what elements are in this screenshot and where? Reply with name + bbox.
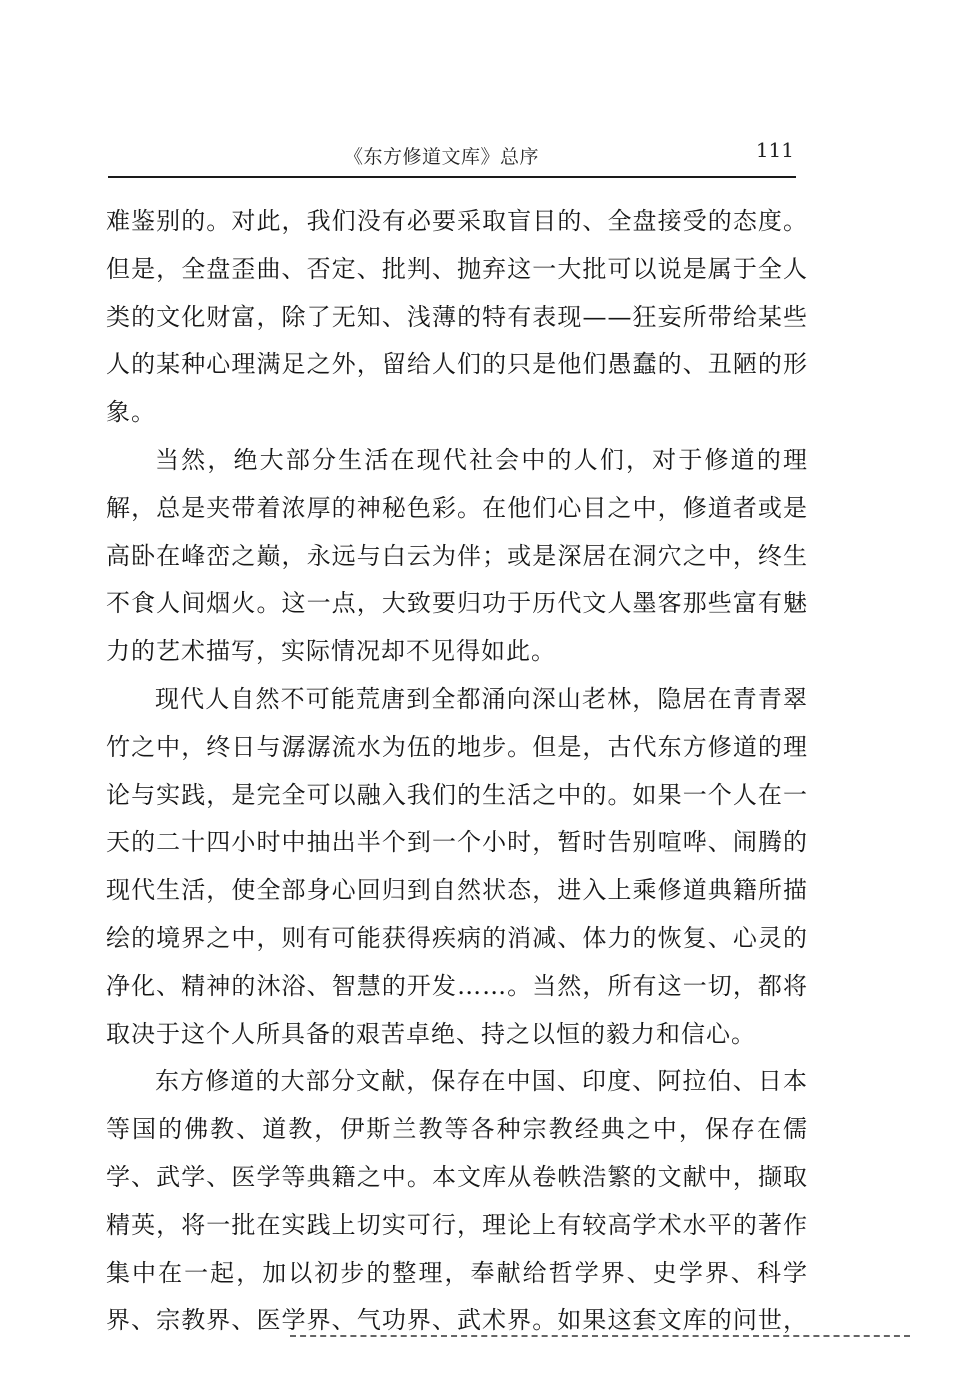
text-line: 界、宗教界、医学界、气功界、武术界。如果这套文库的问世，	[106, 1306, 808, 1335]
text-line: 难鉴别的。对此，我们没有必要采取盲目的、全盘接受的态度。	[106, 207, 808, 235]
paragraph-first-line: 当然，绝大部分生活在现代社会中的人们，对于修道的理	[155, 445, 808, 474]
bottom-scan-edge	[290, 1335, 910, 1337]
text-line: 但是，全盘歪曲、否定、批判、抛弃这一大批可以说是属于全人	[106, 254, 808, 283]
text-line: 绘的境界之中，则有可能获得疾病的消减、体力的恢复、心灵的	[106, 923, 808, 952]
paragraph-first-line: 东方修道的大部分文献，保存在中国、印度、阿拉伯、日本	[155, 1067, 808, 1096]
text-line: 高卧在峰峦之巅，永远与白云为伴；或是深居在洞穴之中，终生	[106, 541, 808, 570]
running-title: 《东方修道文库》总序	[344, 146, 540, 168]
text-line: 净化、精神的沐浴、智慧的开发……。当然，所有这一切，都将	[106, 971, 808, 1000]
text-line: 类的文化财富，除了无知、浅薄的特有表现——狂妄所带给某些	[106, 302, 808, 331]
text-line: 力的艺术描写，实际情况却不见得如此。	[106, 637, 556, 666]
text-line: 现代生活，使全部身心回归到自然状态，进入上乘修道典籍所描	[106, 876, 808, 905]
header-rule	[108, 176, 796, 178]
text-line: 人的某种心理满足之外，留给人们的只是他们愚蠢的、丑陋的形	[106, 350, 808, 379]
text-line: 天的二十四小时中抽出半个到一个小时，暂时告别喧哗、闹腾的	[106, 828, 808, 857]
paragraph-first-line: 现代人自然不可能荒唐到全都涌向深山老林，隐居在青青翠	[155, 684, 808, 713]
text-line: 取决于这个人所具备的艰苦卓绝、持之以恒的毅力和信心。	[106, 1019, 756, 1048]
text-line: 等国的佛教、道教，伊斯兰教等各种宗教经典之中，保存在儒	[106, 1115, 808, 1144]
text-line: 学、武学、医学等典籍之中。本文库从卷帙浩繁的文献中，撷取	[106, 1162, 808, 1191]
text-line: 不食人间烟火。这一点，大致要归功于历代文人墨客那些富有魅	[106, 589, 808, 618]
text-line: 解，总是夹带着浓厚的神秘色彩。在他们心目之中，修道者或是	[106, 493, 808, 522]
running-header	[108, 138, 796, 174]
text-line: 集中在一起，加以初步的整理，奉献给哲学界、史学界、科学	[106, 1258, 808, 1287]
text-line: 象。	[106, 398, 156, 427]
text-line: 竹之中，终日与潺潺流水为伍的地步。但是，古代东方修道的理	[106, 732, 808, 761]
text-line: 精英，将一批在实践上切实可行，理论上有较高学术水平的著作	[106, 1210, 808, 1239]
page-number: 111	[755, 138, 794, 162]
text-line: 论与实践，是完全可以融入我们的生活之中的。如果一个人在一	[106, 780, 808, 809]
body-text	[106, 198, 808, 1345]
